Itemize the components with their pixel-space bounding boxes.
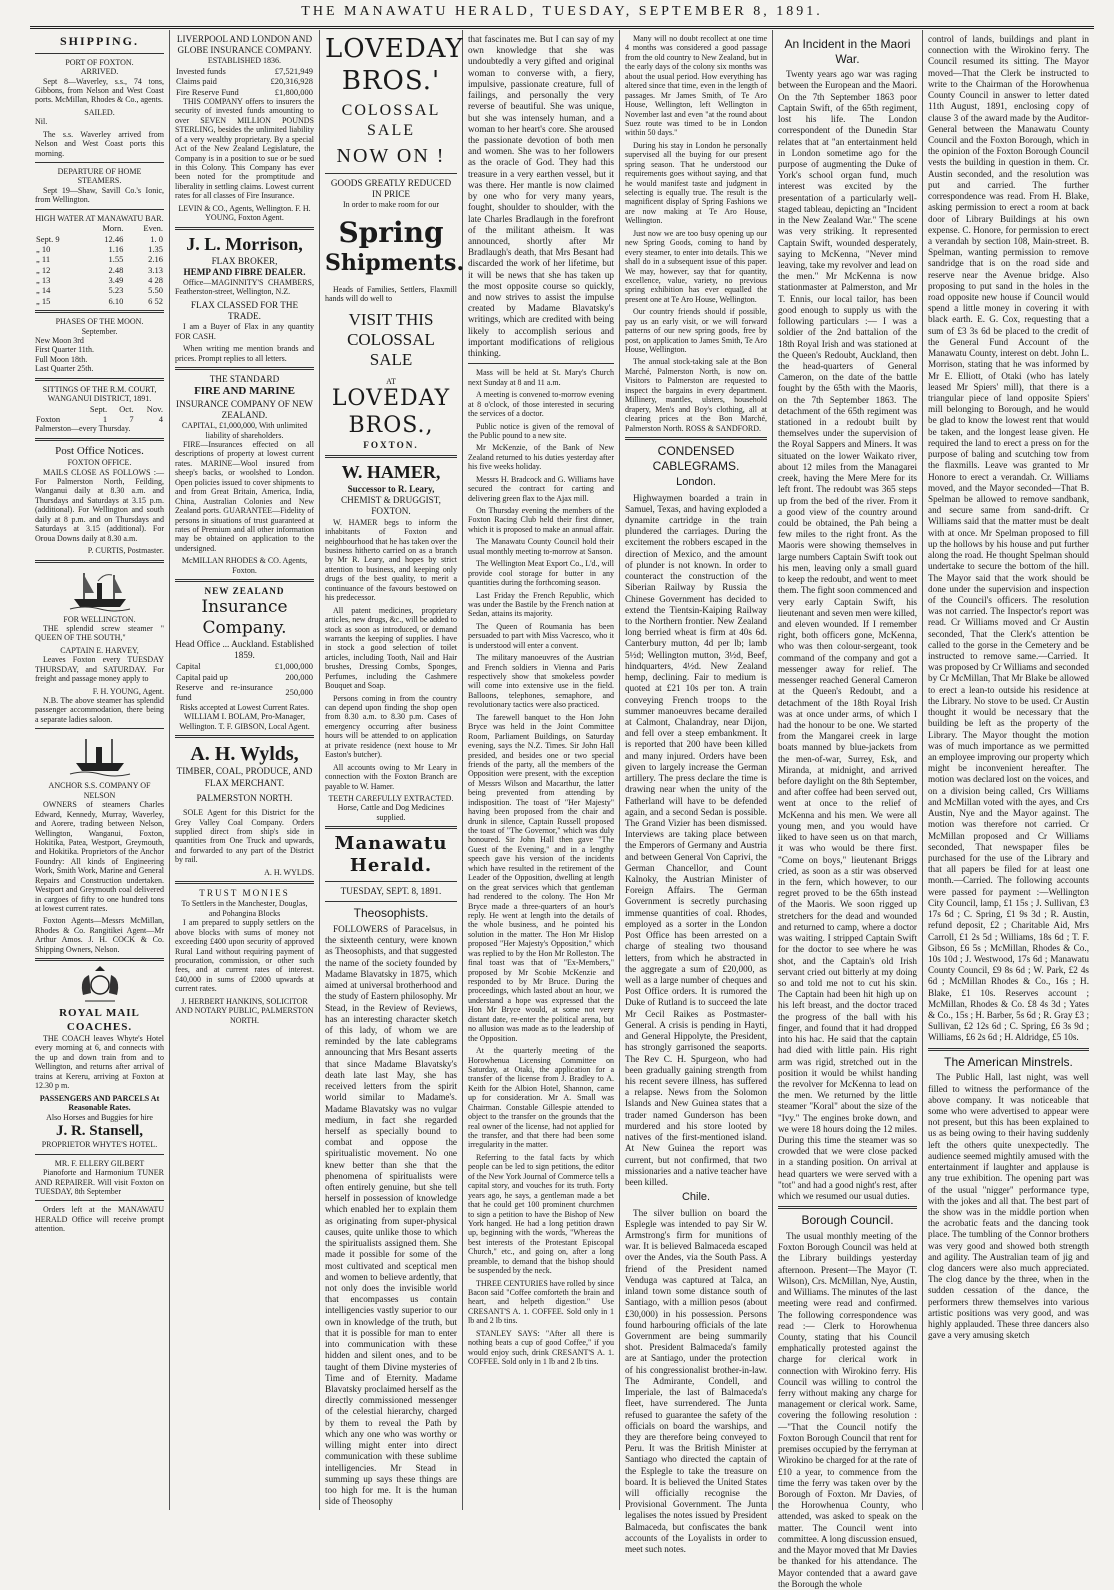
herald-title: Manawatu Herald.	[334, 833, 448, 877]
court-header-cell: Oct.	[119, 403, 134, 414]
trust-monies-subtitle: To Settlers in the Manchester, Douglas, and Pohangina Blocks	[181, 899, 308, 918]
masthead: THE MANAWATU HERALD, TUESDAY, SEPTEMBER 8, 1891.	[301, 4, 823, 19]
bon-marche-sale: The annual stock-taking sale at the Bon Marché, Palmerston North, is now on. Visitors to Palmerston are requested to inspect the bargains in every department. Millinery, mantles, ulsters, household drapery, Men's and Boy's clothing, all at clearing prices at the Bon Marché, Palmerston North. ROSS & SANDFORD.	[625, 357, 767, 433]
tide-morn: 1.55	[108, 254, 124, 265]
borough-council-continued: control of lands, buildings and plant in connection with the Wirokino ferry. The Council resumed its sitting. The Mayor moved—That the Clerk be instructed to write to the Chairman of the Horowhenua County Council in answer to letter dated 11th August, 1891, enclosing copy of clause 3 of the award made by the Auditor-General between the Manawatu County Council and the Foxton Borough, which in the opinion of the Foxton Borough Council vests the building in question in them. Cr. Austin seconded, and the resolution was put and carried. The further correspondence was read. From H. Blake, asking permission to erect a room at back door of Library Buildings at his own expense. C. Honore, for permission to erect a verandah by section 108, Main-street. B. Spelman, wanting permission to remove sandridge that is on the road side and reserve near the Avenue bridge. Also proposing to put sand in the holes in the road opposite new house if Council would spend a little money in covering it with black earth. E. G. Cox, requesting that a sum of £3 3s 6d be placed to the credit of the General Fund Account of the Manawatu County, interest on debt. John L. Morrison, stating that he was informed by Mr E. Elliott, of Otaki (who has lately leased Mr Spiers' mill), that there is a triangular piece of land opposite Spiers' mill belonging to Borough, and he would be glad to know the lowest rent that would be taken, and the longest lease given. He required the land to erect a press on for the purpose of baling and scutching tow from the flaxmills. Leave was granted to Mr Honore to erect a verandah. Cr. Williams moved, and the Mayor seconded—That B. Spelman be allowed to remove sandbank, and secure same from sand-drift. Cr Williams said that the matter must be dealt with at once. Mr Spelman proposed to fill up the hollows by his house and put further along the road. He thought Spelman should undertake to secure the bottom of the hill. The Mayor said that the work should be done under the supervision and inspection of the Council's officers. The resolution was not carried. The Inspector's report was read. Cr Williams moved and Cr Austin seconded, That the Clerk's attention be called to the gorse in the Cemetery and be instructed to remove same.—Carried. It was proposed by Cr Williams and seconded by Cr McMillan, That Mr Blake be allowed to erect a lean-to outside his residence at the Library. No stove to be used. Cr Austin thought it would be necessary that the building be left as the property of the Library. The Mayor thought the motion was of much importance as we permitted an employee improving our property which might be inconvenient hereafter. The motion was declared lost on the voices, and on a division being called, Crs Williams and McMillan voted with the ayes, and Crs Austin, Nye and the Mayor against. The motion was therefore not carried. Cr McMillan proposed and Cr Williams seconded, That newspaper files be purchased for the use of the Library and that all papers be filed for at least one month.—Carried. The following accounts were passed for payment :—Wellington City Council, lamp, £1 15s ; J. Sullivan, £3 17s 6d ; C. Spring, £1 9s 3d ; R. Austin, refund deposit, £2 ; Charitable Aid, Mrs Carroll, £1 2s 5d ; Williams, 18s 6d ; T. F. Gibson, £6 5s ; McMillan, Rhodes & Co., 10s 10d ; J. Westwood, 17s 6d ; Manawatu County Council, £9 8s 6d ; W. Park, £2 4s 6d ; McMillan Rhodes & Co., 16s ; H. Blake, £1 10s. Reserves account ; McMillan, Rhodes & Co. £8 4s 3d ; Yates & Co., 15s ; H. Barber, 5s 6d ; R. Gray £3 ; Sullivan, £2 12s 6d ; C. Spring, £6 3s 9d ; Williams, £6 2s 6d ; H. Aldridge, £5 10s.	[928, 34, 1089, 1043]
tide-date: „ 12	[36, 264, 51, 275]
funds-label: Invested funds	[176, 65, 226, 76]
court-header-row	[35, 404, 164, 414]
wylds-signature: A. H. WYLDS.	[264, 867, 314, 877]
court-table	[35, 404, 164, 425]
departure-title: DEPARTURE OF HOME STEAMERS.	[57, 167, 142, 186]
chile-cables: The silver bullion on board the Esplegle was intended to pay Sir W. Armstrong's firm for munitions of war. It is believed Balmaceda escaped over the Andes, via the South Pass. A friend of the President named Venduga was captured at Talca, an inland town some distance south of Santiago, with a million pesos (about £30,000) in his possession. Persons found harbouring officials of the late Government are being summarily shot. President Balmaceda's family are at Santiago, under the protection of his congressionalist brother-in-law. The Admirante, Condell, and Imperiale, the last of Balmaceda's fleet, have surrendered. The Junta refused to guarantee the safety of the officials on board the warships, and they are therefore being conveyed to Peru. It was the British Minister at Santiago who directed the captain of the Esplegle to take the treasure on board. It is believed the United States will officially recognise the Provisional Government. The Junta legalises the notes issued by President Balmaceda, but confiscates the bank accounts of the Loyalists in order to meet such notes.	[625, 1207, 767, 1555]
tide-morn: 6.10	[108, 295, 124, 306]
column-2	[170, 30, 320, 1510]
coffee-ad-1: THREE CENTURIES have rolled by since Bacon said "Coffee comforteth the brain and heart, and helpeth digestion." Use CRESANT'S A. 1. COFFEE. Sold only in 1 lb and 2 lb tins.	[468, 1278, 614, 1326]
tide-morn: 5.23	[108, 285, 124, 296]
tide-date: „ 10	[36, 243, 51, 254]
post-subtitle: FOXTON OFFICE.	[67, 458, 132, 468]
tide-date: „ 14	[36, 285, 51, 296]
visit-sale: VISIT THIS COLOSSAL SALE	[347, 309, 435, 370]
funds-row	[175, 87, 314, 97]
funds-row	[175, 66, 314, 76]
arrived-label: ARRIVED.	[80, 67, 119, 77]
county-notice: The Manawatu County Council hold their usual monthly meeting to-morrow at Sanson.	[468, 537, 614, 556]
theosophists-continued: that fascinates me. But I can say of my own knowledge that she was undoubtedly a very gifted and original woman to converse with, a fiery, impulsive, passionate creature, full of failings, and personally the very reverse of beautiful. She was unique, but she was intensely human, and a woman to her heart's core. She aroused the passionate devotion of both men and women. She was to her followers as the oracle of God. They had this treasure in a very earthen vessel, but it was there. Her mantle is now claimed by one who for very many years, fought, shoulder to shoulder, with the late Charles Bradlaugh in the forefront of the militant atheism. It was announced, shortly after Mr Bradlaugh's death, that Mrs Besant had discarded the work of her lifetime, but it will be news that she has taken up the most opposite course so quickly, and now strives to assist the impulse created by Madame Blavatsky's writings, which are credited with being likely to accomplish serious and important modifications of religious thinking.	[468, 34, 614, 359]
hamer-patent: All patent medicines, proprietary articles, new drugs, &c., will be added to stock as soon as introduced, or demand warrants the keeping of supplies. I have in stock a good selection of toilet articles, including Tooth, Nail and Hair brushes, Dressing Combs, Sponges, Perfumes, including the Cashmere Bouquet and Soap.	[325, 605, 457, 691]
capital-value: £1,000,000	[274, 661, 313, 672]
flax-broker: FLAX BROKER,	[211, 255, 278, 266]
te-aro-passage: Many will no doubt recollect at one time 4 months was considered a good passage from the old country to New Zealand, but in the early days of the colony six months was about the usual period. How everything has altered since that time, even in the length of passages. Mr James Smith, of Te Aro House, Wellington, left Wellington in November last and even "at the round about Suez route was timed to be in London within 50 days."	[625, 34, 767, 138]
minstrels-title: The American Minstrels.	[944, 1054, 1073, 1069]
tide-morn: 1.16	[108, 243, 124, 254]
stansell-name: J. R. Stansell,	[55, 1122, 144, 1139]
hankins-signature: J. HERBERT HANKINS, SOLICITOR AND NOTARY PUBLIC, PALMERSTON NORTH.	[175, 996, 314, 1025]
masthead-rule-2	[30, 28, 1094, 29]
tide-even: 6 52	[148, 295, 163, 306]
nz-capital-table	[175, 661, 314, 702]
funds-label: Fire Reserve Fund	[176, 86, 239, 97]
petition-story: Referring to the fatal facts by which people can be led to sign petitions, the editor of the New York Journal of Commerce tells a capital story, and vouches for its truth. Forty years ago, he says, a gentleman made a bet that he could get 100 prominent churchmen to sign a petition to have the Bishop of New York hanged. He had a long petition drawn up, beginning with the words, "Whereas the best interests of the Protestant Episcopal Church," etc., and going on, after a long preamble, to demand that the bishop should be suspended by the neck.	[468, 1152, 614, 1276]
standard-capital: CAPITAL, £1,000,000, With unlimited liability of shareholders.	[181, 421, 308, 440]
horse-medicines: Horse, Cattle and Dog Medicines supplied.	[337, 803, 445, 822]
court-header-cell: Nov.	[146, 403, 163, 414]
moon-phase: First Quarter 11th.	[35, 345, 95, 355]
court-day: 4	[158, 413, 163, 424]
standard-title: THE STANDARD	[209, 374, 280, 385]
spring-heading: Spring	[338, 215, 444, 249]
post-text: MAILS CLOSE AS FOLLOWS :— For Palmerston North, Feilding, Wanganui daily at 8.30 a.m. and Thursdays and Saturdays at 3.15 p.m. (additional). For Wellington and south daily at 8 p.m. and on Thursdays and Saturdays at 3.15 (additional). For Oroua Downs daily at 8.30 a.m.	[35, 467, 164, 543]
herald-date: TUESDAY, SEPT. 8, 1891.	[340, 886, 442, 897]
roumania-notice: The Queen of Roumania has been persuaded to part with Miss Vacresco, who it is understood will enter a convent.	[468, 621, 614, 650]
court-header-cell	[35, 404, 77, 414]
meat-export-notice: The Wellington Meat Export Co., L'd., will provide cool storage for butter in any quantities during the forthcoming season.	[468, 559, 614, 588]
teeth-extracted: TEETH CAREFULLY EXTRACTED.	[328, 793, 454, 803]
tide-row	[35, 254, 164, 264]
departure-text: Sept 19—Shaw, Savill Co.'s Ionic, from Wellington.	[35, 185, 164, 205]
column-3	[320, 30, 463, 1510]
maori-war-text: Twenty years ago war was raging between the European and the Maori. On the 7th September 1863 poor Captain Swift, of the 65th regiment, lost his life. The London correspondent of the Dunedin Star relates that at "an entertainment held in London sometime ago for the purpose of augmenting the Duke of York's school organ fund, much interest was excited by the presentation of a particularly well-staged tableau, depicting an "Incident in the New Zealand War." The scene was very striking. It represented Captain Swift, wounded desperately, saying to McKenna, "Never mind leaving, take my revolver and lead on the men." Mr McKenna is now stationmaster at Palmerston, and Mr T. Ennis, our local tailor, has been good enough to supply us with the following particulars :— I was a soldier of the 2nd battalion of the 18th Royal Irish and was stationed at the Queen's Redoubt, Auckland, then the head-quarters of General Cameron, on the date of the battle fought by the 65th with the Maoris, on the 7th September 1863. The detachment of the 65th regiment was stationed in a redoubt built by themselves under the supervision of the Royal Sappers and Miners. It was situated on the lower Waikato river, about 12 miles from the Managarei creek, having the Mere Mere for its left front. The redoubt was 365 steps up from the bed of the river. From it a good view of the country around could be obtained, the Pah being a few miles to the right front. As the Maoris were showing themselves in large numbers Captain Swift took out his men, leaving only a small guard to keep the redoubt, and went to meet them. The fight soon commenced and very early Captain Swift, his lieutenant and seven men were killed, and eleven wounded. If I remember right, both officers gone, McKenna, who was then colour-sergeant, took command of the company and got a messenger away for relief. The messenger reached General Cameron at the Queen's Redoubt, and a detachment of the 18th Royal Irish was at once under arms, of which I had the honour to be one. We started from the Mangarei creek in large boats manned by blue-jackets from the men-of-war, Surrey, Esk, and Miranda, at midnight, and arrived before daylight on the 8th September, and after coffee had been served out, went at once to the relief of McKenna and his men. We were all young men, and you would have liked to have seen us on that march, it was who would be there first. "Come on boys," lieutenant Briggs cried, as soon as a stir was observed in the fern, which however, to our regret proved to be the 65th instead of the Maoris. We soon rigged up stretchers for the dead and wounded and returned to camp, where a doctor was waiting. I stripped Captain Swift for the doctor to see where he was shot, and the Captain's old Irish servant cried out bitterly at my doing so and told me not to cut his skin. The Captain had been hit high up on his left breast, and the doctor traced the progress of the ball with his finger, and found that it had dropped into his hac. He said that the captain had died with little pain. His right arm was rigid, stretched out in the position it would be whilst handing the revolver for McKenna to lead on the men. We returned by the little steamer "Koral" about the size of the "Ivy." The engines broke down, and we were 18 hours doing the 12 miles. During this time the steamer was so crowded that we were close packed in a standing position. On arrival at head quarters we were served with a "tot" and had a good night's rest, after which we resumed our usual duties.	[778, 69, 917, 1202]
tide-table	[35, 223, 164, 306]
tide-title: HIGH WATER AT MANAWATU BAR.	[35, 213, 164, 223]
maori-war-title: An Incident in the Maori War.	[784, 37, 911, 66]
morrison-office: Office—MAGINNITY'S CHAMBERS, Featherston-street, Wellington, N.Z.	[175, 278, 314, 297]
court-row	[35, 414, 164, 424]
racing-club-notice: On Thursday evening the members of the Foxton Racing Club held their first dinner, which it is proposed to make an annual affair.	[468, 506, 614, 534]
manoeuvres-notice: The military manoeuvres of the Austrian and French soldiers in Vienna and Paris respectively show that smokeless powder will come into extensive use in the field. Balloons, telephones, semaphore, and revolutionary tactics were also practiced.	[468, 653, 614, 710]
moon-title: PHASES OF THE MOON.	[55, 317, 144, 327]
royal-coat-of-arms-icon	[75, 965, 125, 1005]
hamer-text: W. HAMER begs to inform the inhabitants of Foxton and neighbourhood that he has taken over the business hitherto carried on as a branch by Mr R. Leary, and hopes by strict attention to business, and keeping only drugs of the best quality, to merit a continuance of the favours bestowed on his predecessor.	[325, 517, 457, 603]
republic-notice: Last Friday the French Republic, which was under the Bastile by the French nation at Sedan, attains its majority.	[468, 590, 614, 619]
insurance-company-title: Insurance Company.	[201, 597, 288, 639]
liverpool-established: ESTABLISHED 1836.	[207, 56, 282, 66]
morrison-name: J. L. Morrison,	[186, 233, 303, 254]
royal-mail: ROYAL MAIL COACHES.	[59, 1007, 140, 1033]
capital-row	[175, 661, 314, 671]
sole-agent-text: SOLE Agent for this District for the Grey Valley Coal Company. Orders supplied direct from ship's side in quantities from One Truck and upwards, and forwarded to any part of the District by rail.	[175, 808, 314, 865]
tide-morn: 2.48	[108, 264, 124, 275]
bradcock-notice: Messrs H. Bradcock and G. Williams have secured the contract for carting and delivering green flax to the Ajax mill.	[468, 474, 614, 503]
ellery-name: MR. F. ELLERY GILBERT	[54, 1158, 145, 1168]
insurance-company-nz: INSURANCE COMPANY OF NEW ZEALAND.	[176, 398, 313, 420]
now-on: NOW ON !	[336, 145, 446, 168]
theosophists-text: FOLLOWERS of Paracelsus, in the sixteenth century, were known as Theosophists, and that suggested the name of the society founded by Madame Blavatsky in 1875, which aimed at universal brotherhood and the study of Eastern philosophy. Mr Stead, in the Review of Reviews, has an interesting character sketch of this lady, of whom we are reminded by the late cablegrams announcing that Mrs Besant asserts that since Madame Blavatsky's death late last May, she has received letters from the spirit world similar to Madame's. Madame Blavatsky was no vulgar medium, in fact she regarded herself as specially bound to combat and oppose the spiritualistic movement. No one knew better than she that the phenomena of spiritualists were often entirely genuine, but she tell herself in possession of knowledge which enabled her to explain them as originating from super-physical causes, quite unlike those to which the spiritualists assigned them. She made it possible for some of the most cultivated and sceptical men and women to believe ardently, that not only does the invisible world that encompasses us contain intelligencies vastly superior to our own in knowledge of the truth, but that it is possible for man to enter into communication with these hidden and silent ones, and to be taught of them Divine mysteries of Time and of Eternity. Madame Blavatsky proclaimed herself as the directly commissioned messenger of the celestial hierarchy, charged by them to reveal the Path by which any one who was worthy or willing might enter into direct communication with these sublime intelligencies. Mr Stead in summing up says these things are too high for me. It is the human side of Theosophy	[325, 924, 457, 1507]
tide-header-cell: Morn.	[102, 223, 124, 234]
court-title: SITTINGS OF THE R.M. COURT, WANGANUI DISTRICT, 1891.	[42, 384, 157, 404]
tide-even: 2.16	[148, 254, 163, 265]
wylds-location: PALMERSTON NORTH.	[196, 792, 293, 803]
tide-morn: 3.49	[108, 274, 124, 285]
tide-row	[35, 265, 164, 275]
herald-orders: Orders left at the MANAWATU HERALD Office will receive prompt attention.	[35, 1205, 164, 1234]
column-5	[620, 30, 773, 1555]
chile-heading: Chile.	[681, 1191, 711, 1204]
moon-subtitle: September.	[81, 326, 118, 336]
capital-label: Capital paid up	[176, 671, 228, 682]
make-room: In order to make room for our	[343, 200, 439, 210]
column-1	[30, 30, 170, 1510]
goods-reduced: GOODS GREATLY REDUCED IN PRICE	[330, 177, 452, 200]
london-cables: Highwaymen boarded a train in Samuel, Texas, and having exploded a dynamite cartridge in the train plundered the carriages. During the excitement the robbers escaped in the direction of Mexico, and the amount of plunder is not known. In order to counteract the construction of the Siberian Railway by Russia the Chinese Government has decided to extend the Tientsin-Kaiping Railway to the Northern frontier. New Zealand long berried wheat is firm at 40s 6d. Canterbury mutton, 4d per lb; lamb 5½d; Wellington mutton, 3½d, Beef, hindquarters, 4½d. New Zealand hemp, declining. Fair to medium is quoted at £21 10s per ton. A train conveying French troops to the summer manoeuvres became derailed at Calmont, Chalandray, near Dijon, and fell over a steep embankment. It is reported that 200 have been killed and many injured. Orders have been given to largely increase the German artillery. The press declare the time is drawing near when the unity of the Fatherland will have to be defended again, and a second Sedan is possible. The Grand Vizier has been dismissed. Interviews are taking place between the Emperors of Germany and Austria and between General Von Caprivi, the German Chancellor, and Count Kalnoky, the Austrian Minister of Foreign Affairs. The German Government is secretly purchasing immense quantities of coal. Rhodes, employed as a sorter in the London Post Office has been arrested on a charge of stealing two thousand letters, from which he abstracted in the aggregate a sum of £20,000, as well as a large number of cheques and Post Office orders. It is rumored the Duke of Rutland is to succeed the late Mr Cecil Raikes as Postmaster-General. A crisis is pending in Hayti, and General Hippolyte, the President, has strongly garrisoned the seaports. The Rev C. H. Spurgeon, who had been gradually gaining strength from his recent severe illness, has suffered a relapse. News from the Solomon Islands and New Guinea states that a trader named Gunderson has been murdered and his store looted by natives of the first-mentioned island. At New Guinea the report was current, but not confirmed, that two missionaries and a native teacher have been killed.	[625, 492, 767, 1187]
meeting-notice: A meeting is convened to-morrow evening at 8 o'clock, of those interested in securing the services of a doctor.	[468, 390, 614, 419]
moon-phase: Full Moon 18th.	[35, 354, 88, 364]
sailed-text: Nil.	[35, 117, 48, 127]
steamer-agent: F. H. YOUNG, Agent.	[92, 686, 164, 696]
court-header-cell: Sept.	[89, 403, 108, 414]
column-6	[773, 30, 923, 1589]
hamer-name: W. HAMER,	[341, 462, 441, 483]
capital-value: 250,000	[285, 687, 313, 698]
hamer-chemist: CHEMIST & DRUGGIST, FOXTON.	[341, 495, 441, 517]
loveday-foxton: FOXTON.	[363, 439, 419, 450]
tide-header-cell: Even.	[143, 223, 163, 234]
loveday-header: LOVEDAY BROS.'	[325, 34, 464, 96]
liverpool-text: THIS COMPANY offers to insurers the security of invested funds amounting to over SEVEN MILLION POUNDS STERLING, besides the unlimited liability of a very wealthy proprietary. By a special Act of the New Zealand Legislature, the Company is in a position to sue or be sued in this Colony. This Company has ever been noted for the promptitude and liberality in settling claims. Lowest current rates for all classes of Fire Insurance.	[175, 96, 314, 201]
page-columns	[30, 30, 1094, 1589]
te-aro-spring: Just now we are too busy opening up our new Spring Goods, coming to hand by every steamer, to enter into details. This we shall do in a subsequent issue of this paper. We may, however, say that for quantity, excellence, value, variety, no previous spring exhibition has ever equalled the present one at Te Aro House, Wellington.	[625, 228, 767, 304]
cablegrams-title: CONDENSED CABLEGRAMS.	[652, 443, 740, 473]
fire-marine-text: FIRE—Insurances effected on all descriptions of property at lowest current rates. MARINE—Wool insured from sheep's backs, or woolshed to London. Open policies issued to cover shipments to and from Great Britain, America, India, China, Australian Colonies and New Zealand ports. GUARANTEE—Fidelity of persons in situations of trust guaranteed at rates of Premium and all other information may be obtained on application to the undersigned.	[175, 440, 314, 553]
theosophists-title: Theosophists.	[353, 906, 429, 921]
capital-row	[175, 682, 314, 703]
flax-buyer: I am a Buyer of Flax in any quantity FOR CASH.	[175, 322, 314, 341]
tide-even: 5.50	[148, 285, 163, 296]
borough-council-title: Borough Council.	[801, 1213, 894, 1228]
capital-value: 200,000	[285, 671, 313, 682]
minstrels-text: The Public Hall, last night, was well filled to witness the performance of the above company. It was noticeable that some who were advertised to appear were not present, but this has been explained to us as being owing to their having suddenly left the others quite unexpectedly. The audience seemed mightily amused with the entertainment if laughter and applause is any true exhibition. The opening part was of the usual "nigger" performance type, with the jokes and all that. The best part of the show was in the middle portion when the acrobatic feats and the dancing took place. The tumbling of the Connor brothers was very good and showed both strength and agility. The Australian team of jig and clog dancers were also much appreciated. The clog dance by the three, when in the sudden cessation of the dance, the performers threw themselves into various artistic positions was very good, and was highly applauded. These three dancers also gave a very amusing sketch	[928, 1072, 1089, 1341]
head-office: Head Office ... Auckland. Established 1859.	[175, 638, 314, 661]
tide-row	[35, 285, 164, 295]
hamer-accounts: All accounts owing to Mr Leary in connection with the Foxton Branch are payable to W. Hamer.	[325, 762, 457, 791]
risks-accepted: Risks accepted at Lowest Current Rates.	[179, 702, 310, 712]
column-4	[463, 30, 620, 1510]
trust-monies-text: I am prepared to supply settlers on the above blocks with sums of money not exceeding £400 upon security of approved Rural Land without requiring payment of procuration, commission, or other such fees, and at current rates of interest. £40,000 in sums of £2000 upwards at current rates.	[175, 918, 314, 994]
column-7	[923, 30, 1094, 1510]
tide-row	[35, 244, 164, 254]
passengers-parcels: PASSENGERS AND PARCELS At Reasonable Rates.	[39, 1093, 160, 1113]
anchor-title: ANCHOR S.S. COMPANY OF NELSON	[48, 781, 151, 800]
funds-value: £7,521,949	[274, 65, 313, 76]
tide-even: 3.13	[148, 264, 163, 275]
coach-text: THE COACH leaves Whyte's Hotel every morning at 6, and connects with the up and down train from and to Wellington, and returns after arrival of trains at Kereru, arriving at Foxton at 12.30 p m.	[35, 1034, 164, 1091]
tide-row	[35, 296, 164, 306]
licensing-notice: At the quarterly meeting of the Horowhenua Licensing Committee on Saturday, at Otaki, the application for a transfer of the license from J. Bradley to A. Keith for the Albion Hotel, Shannon, came up for consideration. Mr A. Small was Chairman. Constable Gillespie attended to object to the transfer on the grounds that the real owner of the license, had not applied for the transfer, and that there had been some irregularity in the matter.	[468, 1046, 614, 1150]
loveday-footer: LOVEDAY BROS.,	[331, 386, 451, 439]
liverpool-funds-table	[175, 66, 314, 97]
fire-agents: McMILLAN RHODES & CO. Agents, Foxton.	[181, 556, 308, 575]
horses-buggies: Also Horses and Buggies for hire	[46, 1112, 153, 1122]
port-heading: PORT OF FOXTON.	[65, 57, 134, 67]
tide-date: „ 13	[36, 274, 51, 285]
nz-insurance-title: NEW ZEALAND	[204, 586, 285, 597]
shipping-note: The s.s. Waverley arrived from Nelson and West Coast ports this morning.	[35, 129, 164, 158]
tide-row	[35, 234, 164, 244]
tide-date: „ 15	[36, 295, 51, 306]
heads-families: Heads of Families, Settlers, Flaxmill hands will do well to	[325, 284, 457, 304]
hamer-persons: Persons coming in from the country can depend upon finding the shop open from 8.30 a.m. to 8.30 p.m. Cases of emergency occurring after business hours will be attended to on application at private residence (next house to Mr Easton's butcher).	[325, 693, 457, 760]
funds-label: Claims paid	[176, 76, 217, 87]
sailed-label: SAILED.	[84, 107, 115, 117]
stansell-proprietor: PROPRIETOR WHYTE'S HOTEL.	[41, 1140, 158, 1150]
captain: CAPTAIN E. HARVEY,	[60, 645, 139, 655]
tide-date: „ 11	[36, 254, 51, 265]
for-wellington: FOR WELLINGTON.	[63, 614, 136, 624]
borough-council-text: The usual monthly meeting of the Foxton Borough Council was held at the Library buildings yesterday afternoon. Present—The Mayor (T. Wilson), Crs. McMillan, Nye, Austin, and Williams. The minutes of the last meeting were read and confirmed. The following correspondence was read :— Clerk to Horowhenua County, stating that his Council emphatically protested against the charge for clerical work in connection with Wirokino ferry. His Council was willing to control the ferry without making any charge for management or clerical work. Same, covering the following resolution :—"That the Council notify the Foxton Borough Council that rent for premises occupied by the ferryman at Wirokino be charged for at the rate of £10 a year, to commence from the time the ferry was taken over by the Borough of Foxton. Mr Davies, of the Horowhenua County, who attended, was asked to speak on the matter. The Council went into committee. A long discussion ensued, and the Mayor moved that Mr Davies be thanked for his attendance. The Mayor contended that a award gave the Borough the whole	[778, 1230, 917, 1589]
tide-even: 4 28	[148, 274, 163, 285]
morrison-remit: When writing me mention brands and prices. Prompt replies to all letters.	[175, 344, 314, 363]
hamer-successor: Successor to R. Leary,	[347, 484, 435, 495]
fire-marine-title: FIRE AND MARINE	[194, 385, 295, 398]
hemp-dealer: HEMP AND FIBRE DEALER.	[183, 266, 306, 277]
funds-value: £1,800,000	[274, 86, 313, 97]
court-note: Palmerston—every Thursday.	[35, 424, 131, 434]
te-aro-country: Our country friends should if possible, pay us an early visit, or we will forward patterns of our new spring goods, free by post, on application to James Smith, Te Aro House, Wellington.	[625, 307, 767, 354]
moon-phase: Last Quarter 25th.	[35, 364, 94, 374]
shipping-title: SHIPPING.	[59, 34, 139, 48]
ellery-text: Pianoforte and Harmonium TUNER AND REPAIRER. Will visit Foxton on TUESDAY, 8th September	[35, 1168, 164, 1196]
steamer-nb: N.B. The above steamer has splendid passenger accommodation, there being a separate ladies saloon.	[35, 696, 164, 724]
mass-notice: Mass will be held at St. Mary's Church next Sunday at 8 and 11 a.m.	[468, 368, 614, 387]
moon-phase: New Moon 3rd	[35, 335, 84, 345]
anchor-text: OWNERS of steamers Charles Edward, Kennedy, Murray, Waverley, and Aorere, trading between Nelson, Wellington, Wanganui, Foxton, Hokitika, Patea, Westport, Greymouth, and Hokitika. Proprietors of the Anchor Foundry: All kinds of Engineering Work, Smith Work, Marine and General Repairs and Construction undertaken. Westport and Greymouth coal delivered in cargoes of fifty to one hundred tons at lowest current rates.	[35, 800, 164, 913]
court-day: 7	[129, 413, 134, 424]
mckenzie-notice: Mr McKenzie, of the Bank of New Zealand returned to his duties yesterday after his five weeks holiday.	[468, 443, 614, 472]
flax-classed: FLAX CLASSED FOR THE TRADE.	[190, 299, 299, 322]
steamer-ship-icon	[70, 567, 130, 611]
tide-row	[35, 275, 164, 285]
visit-at: AT	[386, 376, 396, 386]
tide-even: 1.35	[148, 243, 163, 254]
te-aro-london: During his stay in London he personally supervised all the buying for our present spring season. That he understood our requirements goes without saying, and that he would manifest taste and judgment in selecting is equally true. The result is the magnificent display of Spring Fashions we are now making at Te Aro House, Wellington.	[625, 140, 767, 226]
liverpool-title: LIVERPOOL AND LONDON AND GLOBE INSURANCE COMPANY.	[176, 34, 313, 56]
arrived-text: Sept 8—Waverley, s.s., 74 tons, Gibbons, from Nelson and West Coast ports. McMillan, Rhodes & Co., agents.	[35, 76, 164, 105]
steamer-text: THE splendid screw steamer " QUEEN OF THE SOUTH,"	[35, 623, 164, 643]
tide-header-cell	[35, 223, 82, 233]
post-title: Post Office Notices.	[55, 444, 144, 457]
london-heading: London.	[676, 476, 716, 489]
bolam-signature: WILLIAM I. BOLAM, Pro-Manager, Wellington. T. F. GIBSON, Local Agent.	[179, 712, 310, 731]
wylds-name: A. H. Wylds,	[190, 743, 299, 766]
capital-row	[175, 672, 314, 682]
shipments-heading: Shipments.	[325, 249, 465, 276]
trust-monies-title: TRUST MONIES	[199, 888, 290, 899]
pound-notice: Public notice is given of the removal of the Public pound to a new site.	[468, 421, 614, 440]
liverpool-agents: LEVIN & CO., Agents, Wellington. F. H. YOUNG, Foxton Agent.	[178, 203, 311, 223]
wylds-trade: TIMBER, COAL, PRODUCE, AND FLAX MERCHANT.	[176, 766, 313, 788]
capital-label: Reserve and re-insurance fund	[176, 682, 273, 703]
funds-value: £20,316,928	[270, 76, 313, 87]
tide-date: Sept. 9	[36, 233, 60, 244]
anchor-agents: Foxton Agents—Messrs McMillan, Rhodes & Co. Rangitikei Agent—Mr Arthur Amos. J. H. COCK & Co. Shipping Owners, Nelson.	[35, 916, 164, 954]
anchor-steamer-icon	[70, 733, 130, 777]
colossal-sale: COLOSSAL SALE	[341, 102, 441, 139]
capital-label: Capital	[176, 661, 201, 672]
tide-header-row	[35, 223, 164, 233]
funds-row	[175, 76, 314, 86]
tide-morn: 12.46	[104, 233, 124, 244]
coffee-ad-2: STANLEY SAYS: "After all there is nothing beats a cup of good Coffee," if you would enjoy such, drink CRESANT'S A. 1. COFFEE. Sold only in 1 lb and 2 lb tins.	[468, 1328, 614, 1367]
tide-even: 1. 0	[150, 233, 163, 244]
masthead-rule	[30, 26, 1094, 27]
court-day: 1	[102, 413, 108, 424]
court-place: Foxton	[36, 413, 61, 424]
postmaster: P. CURTIS, Postmaster.	[87, 546, 164, 556]
bryce-banquet: The farewell banquet to the Hon John Bryce was held in the Joint Committee Room, Parliament Buildings, on Saturday evening, says the N.Z. Times. Sir John Hall presided, and besides one or two special friends of the party, all the members of the Opposition were present, with the exception of Messrs Wilson and Macarthur, the latter being prevented from attending by indisposition. The toast of "Her Majesty" having been proposed from the chair and drunk in silence, Captain Russell proposed the toast of "The Governor," which was duly honoured. Sir John Hall then gave "The Guest of the Evening," and in a lengthy speech gave his version of the incidents which have resulted in the retirement of the Leader of the Opposition, dwelling at length on the great services which that gentleman had rendered to the colony. The Hon Mr Bryce made a three-quarters of an hour's reply. He went at length into the details of the whole business, and he pointed his solution in the matter. The Hon Mr Hislop proposed "Her Majesty's Opposition," which was replied to by the Hon Mr Rolleston. The final toast was that of "Ex-Members," proposed by Mr Scobie McKenzie and responded to by Mr Bruce. During the proceedings, which lasted about an hour, we understand a hope was expressed that the Hon Mr Bryce would, at some not very distant date, re-enter the political arena, but no allusion was made as to the leadership of the Opposition.	[468, 712, 614, 1043]
steamer-body: Leaves Foxton every TUESDAY THURSDAY, and SATURDAY. For freight and passage money apply to	[35, 655, 164, 684]
